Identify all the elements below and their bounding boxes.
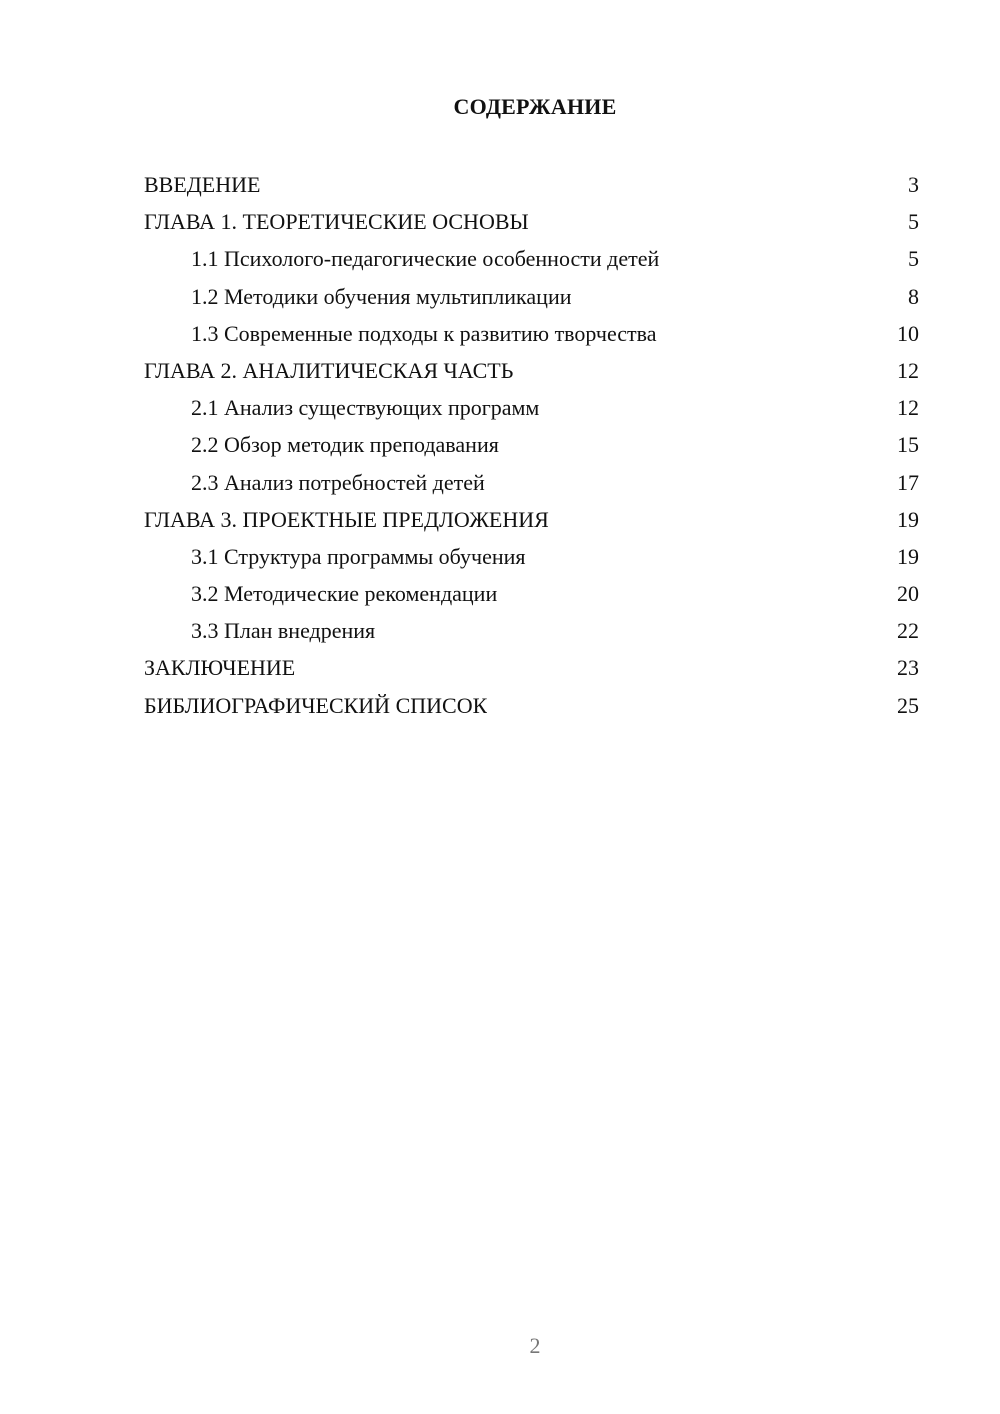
toc-entry-bibliography[interactable] bbox=[144, 687, 919, 724]
toc-entry-label: 1.2 Методики обучения мультипликации bbox=[191, 283, 572, 309]
toc-entry-page: 12 bbox=[897, 357, 919, 383]
page-number: 2 bbox=[529, 1333, 541, 1358]
toc-entry-label: ГЛАВА 2. АНАЛИТИЧЕСКАЯ ЧАСТЬ bbox=[144, 357, 514, 383]
toc-entry-section-1-2[interactable] bbox=[144, 278, 919, 315]
toc-entry-chapter-3[interactable] bbox=[144, 501, 919, 538]
toc-entry-introduction[interactable] bbox=[144, 166, 919, 203]
toc-entry-section-2-3[interactable] bbox=[144, 464, 919, 501]
toc-entry-section-3-2[interactable] bbox=[144, 575, 919, 612]
table-of-contents bbox=[144, 166, 919, 724]
toc-entry-conclusion[interactable] bbox=[144, 649, 919, 686]
toc-entry-label: 3.3 План внедрения bbox=[191, 618, 376, 644]
toc-entry-label: ВВЕДЕНИЕ bbox=[144, 172, 261, 197]
toc-entry-label: 2.3 Анализ потребностей детей bbox=[191, 469, 485, 495]
toc-entry-label: 3.1 Структура программы обучения bbox=[191, 543, 526, 569]
toc-entry-label: ЗАКЛЮЧЕНИЕ bbox=[144, 655, 296, 681]
toc-entry-page: 3 bbox=[908, 172, 919, 197]
toc-entry-page: 12 bbox=[897, 395, 919, 421]
toc-entry-section-1-1[interactable] bbox=[144, 240, 919, 277]
toc-entry-section-3-3[interactable] bbox=[144, 612, 919, 649]
toc-entry-section-2-1[interactable] bbox=[144, 389, 919, 426]
toc-entry-label: БИБЛИОГРАФИЧЕСКИЙ СПИСОК bbox=[144, 692, 488, 718]
toc-entry-page: 8 bbox=[908, 283, 919, 309]
toc-entry-page: 20 bbox=[897, 581, 919, 607]
toc-entry-label: 2.2 Обзор методик преподавания bbox=[191, 432, 499, 458]
toc-entry-chapter-2[interactable] bbox=[144, 352, 919, 389]
toc-entry-page: 17 bbox=[897, 469, 919, 495]
toc-entry-page: 19 bbox=[897, 543, 919, 569]
toc-entry-page: 5 bbox=[908, 209, 919, 235]
toc-entry-chapter-1[interactable] bbox=[144, 203, 919, 240]
toc-entry-page: 19 bbox=[897, 506, 919, 532]
toc-entry-label: ГЛАВА 1. ТЕОРЕТИЧЕСКИЕ ОСНОВЫ bbox=[144, 209, 529, 235]
toc-entry-label: 1.3 Современные подходы к развитию творчества bbox=[191, 320, 657, 346]
toc-heading: СОДЕРЖАНИЕ bbox=[453, 94, 617, 119]
toc-entry-section-2-2[interactable] bbox=[144, 426, 919, 463]
toc-entry-page: 5 bbox=[908, 246, 919, 272]
toc-entry-page: 25 bbox=[897, 692, 919, 718]
toc-entry-label: 1.1 Психолого-педагогические особенности детей bbox=[191, 246, 660, 272]
toc-entry-label: 3.2 Методические рекомендации bbox=[191, 581, 498, 607]
toc-entry-page: 15 bbox=[897, 432, 919, 458]
toc-entry-page: 22 bbox=[897, 618, 919, 644]
toc-entry-label: 2.1 Анализ существующих программ bbox=[191, 395, 540, 421]
toc-entry-page: 23 bbox=[897, 655, 919, 681]
toc-entry-page: 10 bbox=[897, 320, 919, 346]
toc-entry-section-3-1[interactable] bbox=[144, 538, 919, 575]
toc-entry-label: ГЛАВА 3. ПРОЕКТНЫЕ ПРЕДЛОЖЕНИЯ bbox=[144, 506, 549, 532]
toc-entry-section-1-3[interactable] bbox=[144, 315, 919, 352]
